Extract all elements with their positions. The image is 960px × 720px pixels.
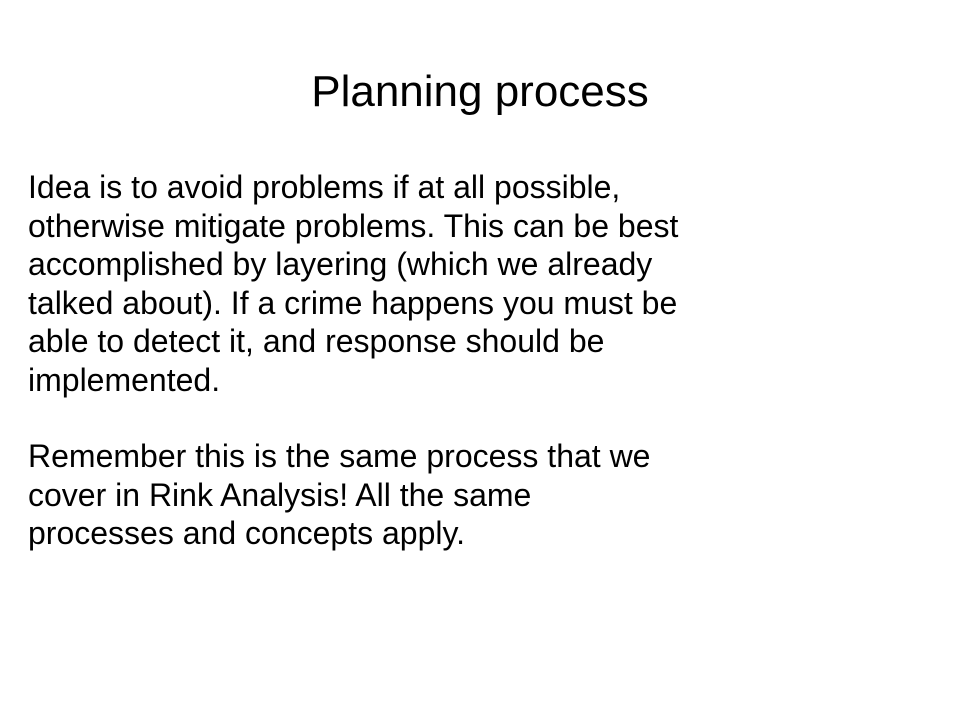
body-line: implemented. xyxy=(28,361,221,398)
body-paragraph xyxy=(28,437,928,553)
body-line: Idea is to avoid problems if at all possible, xyxy=(28,169,621,205)
slide-title: Planning process xyxy=(311,67,649,116)
body-line: able to detect it, and response should be xyxy=(28,323,605,359)
body-line: talked about). If a crime happens you must be xyxy=(28,284,678,321)
body-line: otherwise mitigate problems. This can be best xyxy=(28,207,679,244)
slide-body xyxy=(28,168,928,553)
body-paragraph xyxy=(28,168,928,399)
body-line: cover in Rink Analysis! All the same xyxy=(28,476,532,513)
body-line: processes and concepts apply. xyxy=(28,515,465,551)
body-line: accomplished by layering (which we already xyxy=(28,246,653,282)
body-line: Remember this is the same process that we xyxy=(28,438,651,474)
